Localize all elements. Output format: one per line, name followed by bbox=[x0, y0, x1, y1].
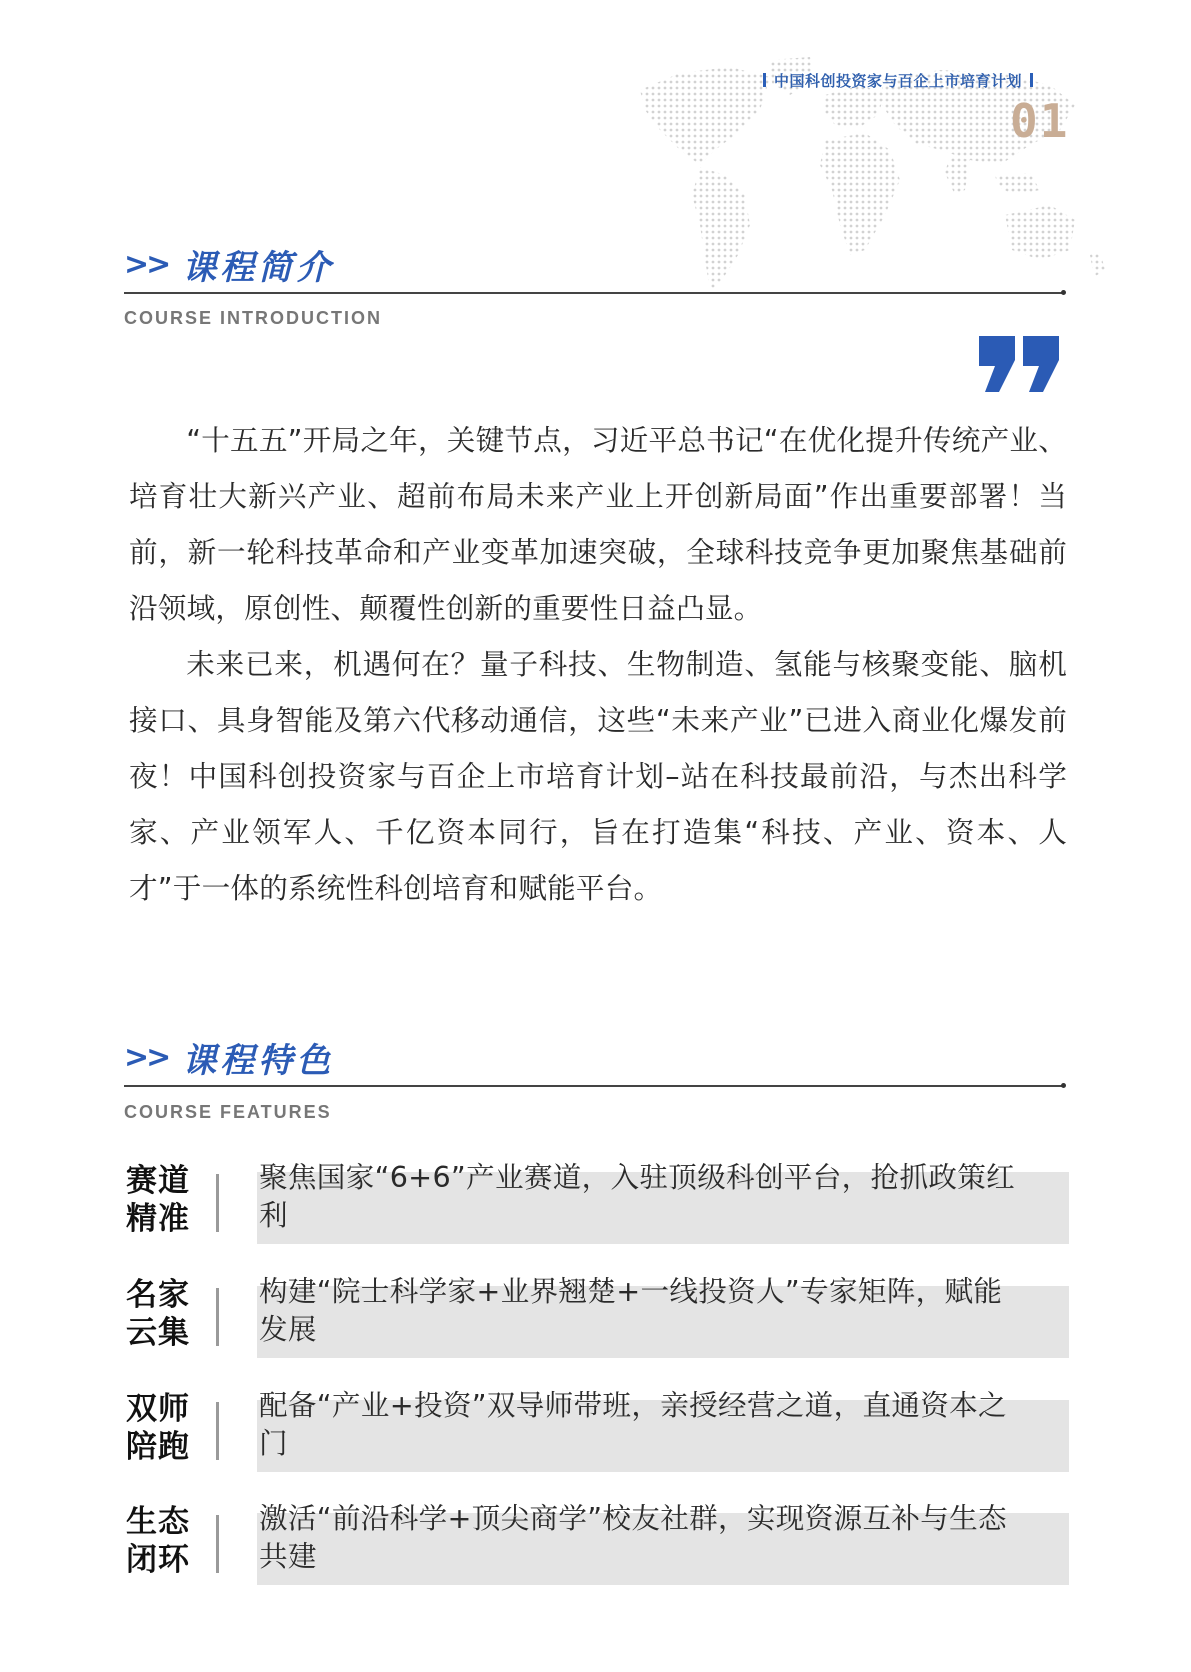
feature-description: 激活“前沿科学+顶尖商学”校友社群，实现资源互补与生态共建 bbox=[259, 1501, 1007, 1573]
feature-description: 构建“院士科学家+业界翘楚+一线投资人”专家矩阵，赋能发展 bbox=[259, 1274, 1003, 1346]
feature-divider bbox=[216, 1402, 219, 1460]
feature-label-line2: 闭环 bbox=[126, 1542, 190, 1578]
feature-label-line2: 云集 bbox=[126, 1315, 190, 1351]
brand-bar-right bbox=[1030, 73, 1033, 87]
quote-mark-icon bbox=[975, 336, 1063, 392]
feature-label-line1: 双师 bbox=[126, 1391, 190, 1427]
feature-label bbox=[126, 1503, 196, 1579]
feature-description: 配备“产业+投资”双导师带班，亲授经营之道，直通资本之门 bbox=[259, 1388, 1007, 1460]
brand-title: 中国科创投资家与百企上市培育计划 bbox=[774, 71, 1023, 90]
intro-section-subtitle: COURSE INTRODUCTION bbox=[124, 308, 382, 328]
page-number: 01 bbox=[1010, 94, 1070, 148]
feature-item bbox=[124, 1390, 1069, 1470]
intro-paragraph-1: “十五五”开局之年，关键节点，习近平总书记“在优化提升传统产业、培育壮大新兴产业、超前布局未来产业上开创新局面”作出重要部署！当前，新一轮科技革命和产业变革加速突破，全球科技竞争更加聚焦基础前沿领域，原创性、颠覆性创新的重要性日益凸显。 bbox=[129, 423, 1067, 625]
section-arrows-icon: >> bbox=[124, 1040, 169, 1075]
feature-item bbox=[124, 1503, 1069, 1583]
feature-label-line1: 名家 bbox=[126, 1277, 190, 1313]
feature-divider bbox=[216, 1515, 219, 1573]
feature-label-line1: 赛道 bbox=[126, 1163, 190, 1199]
feature-item bbox=[124, 1276, 1069, 1356]
brand-bar-left bbox=[763, 73, 766, 87]
intro-paragraph-2: 未来已来，机遇何在？量子科技、生物制造、氢能与核聚变能、脑机接口、具身智能及第六代移动通信，这些“未来产业”已进入商业化爆发前夜！中国科创投资家与百企上市培育计划–站在科技最前沿，与杰出科学家、产业领军人、千亿资本同行，旨在打造集“科技、产业、资本、人才”于一体的系统性科创培育和赋能平台。 bbox=[129, 647, 1067, 905]
feature-label-line2: 陪跑 bbox=[126, 1429, 190, 1465]
feature-label-line1: 生态 bbox=[126, 1504, 190, 1540]
section-arrows-icon: >> bbox=[124, 247, 169, 282]
intro-section-title: 课程简介 bbox=[182, 248, 335, 288]
feature-label bbox=[126, 1162, 196, 1238]
feature-label bbox=[126, 1276, 196, 1352]
features-section-title: 课程特色 bbox=[182, 1041, 335, 1081]
feature-item bbox=[124, 1162, 1069, 1242]
feature-divider bbox=[216, 1174, 219, 1232]
intro-section-rule bbox=[124, 292, 1064, 294]
feature-divider bbox=[216, 1288, 219, 1346]
feature-label-line2: 精准 bbox=[126, 1201, 190, 1237]
brand-header bbox=[763, 69, 1033, 91]
intro-body bbox=[129, 412, 1067, 916]
features-section-subtitle: COURSE FEATURES bbox=[124, 1102, 332, 1122]
features-section-rule bbox=[124, 1085, 1064, 1087]
world-dot-map bbox=[620, 55, 1120, 300]
feature-description: 聚焦国家“6+6”产业赛道，入驻顶级科创平台，抢抓政策红利 bbox=[259, 1160, 1016, 1232]
intro-section-heading bbox=[124, 240, 334, 289]
features-section-heading bbox=[124, 1033, 334, 1082]
feature-label bbox=[126, 1390, 196, 1466]
